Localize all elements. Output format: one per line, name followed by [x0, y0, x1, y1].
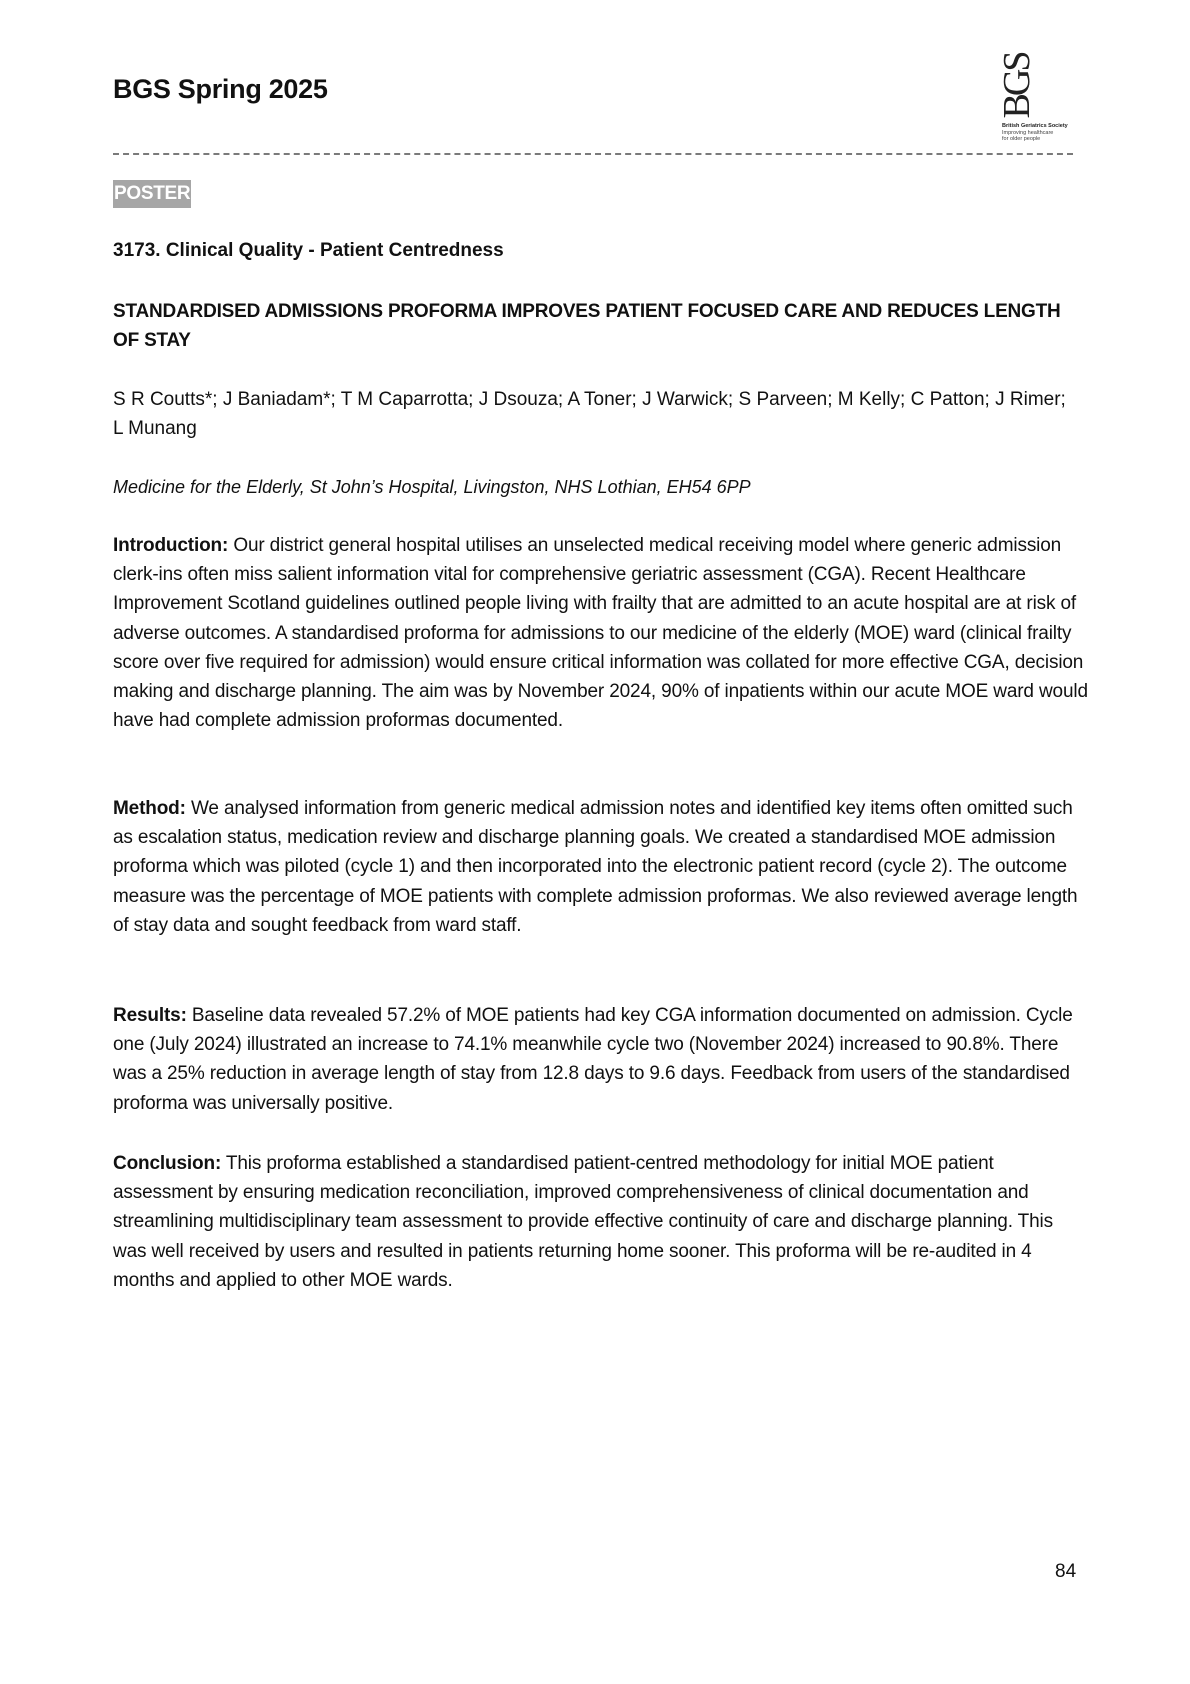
- section-text: Baseline data revealed 57.2% of MOE patients had key CGA information documented on admission. Cycle one (July 2024) illustrated an increase to 74.1% meanwhile cycle two (November 2024) increased to 90.8%. There was a 25% reduction in average length of stay from 12.8 days to 9.6 days. Feedback from users of the standardised proforma was universally positive.: [113, 1005, 1073, 1114]
- section-text: We analysed information from generic medical admission notes and identified key items often omitted such as escalation status, medication review and discharge planning goals. We created a standardised MOE admission proforma which was piloted (cycle 1) and then incorporated into the electronic patient record (cycle 2). The outcome measure was the percentage of MOE patients with complete admission proformas. We also reviewed average length of stay data and sought feedback from ward staff.: [113, 798, 1078, 936]
- logo-caption: [1002, 123, 1068, 143]
- logo-caption-tagline-2: for older people: [1002, 136, 1041, 142]
- logo-mark-text: BGS: [996, 53, 1038, 119]
- poster-badge: POSTER: [113, 180, 191, 208]
- bgs-logo-icon: [996, 52, 1038, 120]
- abstract-authors: S R Coutts*; J Baniadam*; T M Caparrotta; J Dsouza; A Toner; J Warwick; S Parveen; M Kelly; C Patton; J Rimer; L Munang: [113, 389, 1066, 439]
- section-results: [113, 1001, 1088, 1118]
- abstract-category: 3173. Clinical Quality - Patient Centredness: [113, 240, 504, 261]
- section-introduction: [113, 531, 1088, 735]
- page-header-title: BGS Spring 2025: [113, 74, 328, 104]
- bgs-logo: [996, 52, 1080, 142]
- abstract-affiliation: Medicine for the Elderly, St John’s Hospital, Livingston, NHS Lothian, EH54 6PP: [113, 477, 751, 497]
- section-label: Results:: [113, 1005, 187, 1026]
- section-text: Our district general hospital utilises an unselected medical receiving model where generic admission clerk-ins often miss salient information vital for comprehensive geriatric assessment (CGA). Recent Healthcare Improvement Scotland guidelines outlined people living with frailty that are admitted to an acute hospital are at risk of adverse outcomes. A standardised proforma for admissions to our medicine of the elderly (MOE) ward (clinical frailty score over five required for admission) would ensure critical information was collated for more effective CGA, decision making and discharge planning. The aim was by November 2024, 90% of inpatients within our acute MOE ward would have had complete admission proformas documented.: [113, 535, 1088, 732]
- header-divider: [113, 153, 1073, 155]
- section-conclusion: [113, 1149, 1088, 1295]
- section-label: Method:: [113, 798, 186, 819]
- abstract-title: STANDARDISED ADMISSIONS PROFORMA IMPROVES PATIENT FOCUSED CARE AND REDUCES LENGTH OF STAY: [113, 301, 1061, 351]
- logo-caption-tagline-1: Improving healthcare: [1002, 129, 1054, 136]
- section-method: [113, 794, 1088, 940]
- logo-caption-org: British Geriatrics Society: [1002, 123, 1068, 129]
- page-number: 84: [1055, 1561, 1077, 1582]
- section-label: Introduction:: [113, 535, 229, 556]
- section-text: This proforma established a standardised patient-centred methodology for initial MOE patient assessment by ensuring medication reconciliation, improved comprehensiveness of clinical documentation and streamlining multidisciplinary team assessment to provide effective continuity of care and discharge planning. This was well received by users and resulted in patients returning home sooner. This proforma will be re-audited in 4 months and applied to other MOE wards.: [113, 1153, 1053, 1291]
- section-label: Conclusion:: [113, 1153, 222, 1174]
